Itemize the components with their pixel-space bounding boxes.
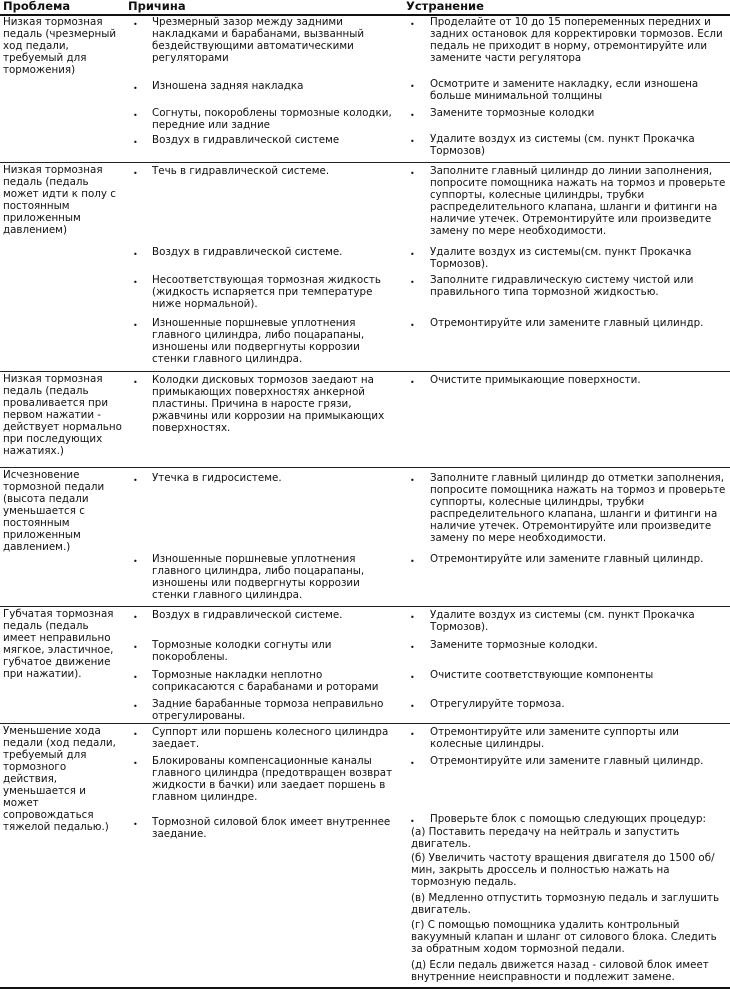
bullet: • bbox=[133, 278, 138, 287]
bullet: • bbox=[133, 476, 138, 485]
fix-item: Отремонтируйте или замените главный цилиндр. bbox=[430, 317, 704, 329]
cause-item: Чрезмерный зазор между задними накладками и барабанами, вызванный бездействующими автоматическими регуляторами bbox=[152, 16, 365, 64]
fix-item: Заполните гидравлическую систему чистой или правильного типа тормозной жидкостью. bbox=[430, 274, 694, 298]
fix-item: Отремонтируйте или замените главный цилиндр. bbox=[430, 755, 704, 767]
problem-spongy-pedal: Губчатая тормозная педаль (педаль имеет неправильно мягкое, эластичное, губчатое движение при нажатии). bbox=[3, 608, 114, 680]
cause-item: Воздух в гидравлической системе. bbox=[152, 246, 343, 258]
row-divider bbox=[0, 723, 730, 724]
fix-item: Замените тормозные колодки bbox=[430, 107, 595, 119]
fix-item: Удалите воздух из системы(см. пункт Прокачка Тормозов). bbox=[430, 246, 692, 270]
bullet: • bbox=[410, 378, 415, 387]
bullet: • bbox=[133, 250, 138, 259]
bullet: • bbox=[410, 730, 415, 739]
bullet: • bbox=[133, 613, 138, 622]
fix-item: Отрегулируйте тормоза. bbox=[430, 698, 565, 710]
bullet: • bbox=[133, 111, 138, 120]
bullet: • bbox=[410, 111, 415, 120]
problem-low-pedal-excessive-travel: Низкая тормозная педаль (чрезмерный ход педали, требуемый для торможения) bbox=[3, 16, 117, 76]
cause-item: Согнуты, покороблены тормозные колодки, передние или задние bbox=[152, 107, 392, 131]
bullet: • bbox=[133, 820, 138, 829]
bullet: • bbox=[410, 613, 415, 622]
bullet: • bbox=[133, 169, 138, 178]
fix-item: Очистите соответствующие компоненты bbox=[430, 669, 654, 681]
cause-item: Задние барабанные тормоза неправильно отрегулированы. bbox=[152, 698, 384, 722]
problem-pedal-fade: Исчезновение тормозной педали (высота педали уменьшается с постоянным приложенным давлением.) bbox=[3, 469, 105, 553]
table-bottom-rule bbox=[0, 987, 730, 989]
row-divider bbox=[0, 606, 730, 607]
bullet: • bbox=[410, 673, 415, 682]
bullet: • bbox=[410, 278, 415, 287]
bullet: • bbox=[133, 84, 138, 93]
fix-item: Удалите воздух из системы (см. пункт Прокачка Тормозов) bbox=[430, 133, 695, 157]
cause-item: Тормозные накладки неплотно соприкасаются с барабанами и роторами bbox=[152, 669, 379, 693]
fix-item: Проверьте блок с помощью следующих процедур: bbox=[430, 813, 707, 825]
bullet: • bbox=[133, 20, 138, 29]
procedure-step: (в) Медленно отпустить тормозную педаль и заглушить двигатель. bbox=[411, 892, 720, 916]
fix-item: Проделайте от 10 до 15 попеременных передних и задних остановок для корректировки тормозов. Если педаль не приходит в норму, отремонтируйте или замените части регулятора bbox=[430, 16, 723, 64]
fix-item: Отремонтируйте или замените главный цилиндр. bbox=[430, 553, 704, 565]
bullet: • bbox=[410, 557, 415, 566]
row-divider bbox=[0, 467, 730, 468]
fix-item: Осмотрите и замените накладку, если изношена больше минимальной толщины bbox=[430, 78, 699, 102]
header-cause: Причина bbox=[128, 0, 186, 13]
fix-item: Замените тормозные колодки. bbox=[430, 639, 598, 651]
cause-item: Изношенные поршневые уплотнения главного цилиндра, либо поцарапаны, изношены или подвергнуты коррозии стенки главного цилиндра. bbox=[152, 553, 365, 601]
fix-item: Удалите воздух из системы (см. пункт Прокачка Тормозов). bbox=[430, 609, 695, 633]
bullet: • bbox=[410, 817, 415, 826]
bullet: • bbox=[133, 702, 138, 711]
bullet: • bbox=[133, 138, 138, 147]
header-problem: Проблема bbox=[3, 0, 71, 13]
bullet: • bbox=[410, 759, 415, 768]
bullet: • bbox=[410, 20, 415, 29]
table-header bbox=[0, 0, 730, 16]
bullet: • bbox=[133, 643, 138, 652]
bullet: • bbox=[410, 137, 415, 146]
problem-pedal-drops-first-press: Низкая тормозная педаль (педаль проваливается при первом нажатии - действует нормально при последующих нажатиях.) bbox=[3, 373, 122, 457]
bullet: • bbox=[410, 476, 415, 485]
bullet: • bbox=[133, 673, 138, 682]
row-divider bbox=[0, 371, 730, 372]
cause-item: Тормозной силовой блок имеет внутреннее заедание. bbox=[152, 816, 391, 840]
cause-item: Тормозные колодки согнуты или покороблены. bbox=[152, 639, 332, 663]
bullet: • bbox=[410, 702, 415, 711]
fix-item: Очистите примыкающие поверхности. bbox=[430, 374, 641, 386]
bullet: • bbox=[410, 169, 415, 178]
problem-low-pedal-to-floor: Низкая тормозная педаль (педаль может идти к полу с постоянным приложенным давлением) bbox=[3, 164, 116, 236]
bullet: • bbox=[410, 643, 415, 652]
fix-item: Заполните главный цилиндр до линии заполнения, попросите помощника нажать на тормоз и проверьте суппорты, колесные цилиндры, трубки распределительного клапана, шланги и фитинги на наличие утечек. Отремонтируйте или произведите замену по мере необходимости. bbox=[430, 165, 726, 237]
cause-item: Течь в гидравлической системе. bbox=[152, 165, 330, 177]
bullet: • bbox=[133, 557, 138, 566]
row-divider bbox=[0, 162, 730, 163]
procedure-step: (г) С помощью помощника удалить контрольный вакуумный клапан и шланг от силового блока. Следить за обратным ходом тормозной педали. bbox=[411, 919, 717, 955]
bullet: • bbox=[410, 82, 415, 91]
bullet: • bbox=[410, 321, 415, 330]
bullet: • bbox=[410, 250, 415, 259]
cause-item: Изношенные поршневые уплотнения главного цилиндра, либо поцарапаны, изношены или подвергнуты коррозии стенки главного цилиндра. bbox=[152, 317, 365, 365]
cause-item: Колодки дисковых тормозов заедают на примыкающих поверхностях анкерной пластины. Причина в наросте грязи, ржавчины или коррозии на примыкающих поверхностях. bbox=[152, 374, 385, 434]
fix-item: Заполните главный цилиндр до отметки заполнения, попросите помощника нажать на тормоз и проверьте суппорты, колесные цилиндры, трубки распределительного клапана, шланги и фитинги на наличие утечек. Отремонтируйте или произведите замену по мере необходимости. bbox=[430, 472, 726, 544]
bullet: • bbox=[133, 378, 138, 387]
cause-item: Суппорт или поршень колесного цилиндра заедает. bbox=[152, 726, 389, 750]
cause-item: Несоответствующая тормозная жидкость (жидкость испаряется при температуре ниже нормальной). bbox=[152, 274, 381, 310]
bullet: • bbox=[133, 759, 138, 768]
cause-item: Утечка в гидросистеме. bbox=[152, 472, 282, 484]
cause-item: Воздух в гидравлической системе. bbox=[152, 609, 343, 621]
bullet: • bbox=[133, 321, 138, 330]
cause-item: Воздух в гидравлической системе bbox=[152, 134, 340, 146]
cause-item: Блокированы компенсационные каналы главного цилиндра (предотвращен возврат жидкости в бачки) или заедает поршень в главном цилиндре. bbox=[152, 755, 393, 803]
procedure-step: (д) Если педаль движется назад - силовой блок имеет внутренние неисправности и подлежит замене. bbox=[411, 959, 709, 983]
problem-reduced-pedal-travel: Уменьшение хода педали (ход педали, требуемый для тормозного действия, уменьшается и может сопровождаться тяжелой педалью.) bbox=[3, 725, 116, 833]
cause-item: Изношена задняя накладка bbox=[152, 80, 304, 92]
procedure-step: (а) Поставить передачу на нейтраль и запустить двигатель. bbox=[411, 826, 680, 850]
fix-item: Отремонтируйте или замените суппорты или колесные цилиндры. bbox=[430, 726, 679, 750]
procedure-step: (б) Увеличить частоту вращения двигателя до 1500 об/мин, закрыть дроссель и полностью нажать на тормозную педаль. bbox=[411, 852, 715, 888]
bullet: • bbox=[133, 730, 138, 739]
header-fix: Устранение bbox=[406, 0, 484, 13]
